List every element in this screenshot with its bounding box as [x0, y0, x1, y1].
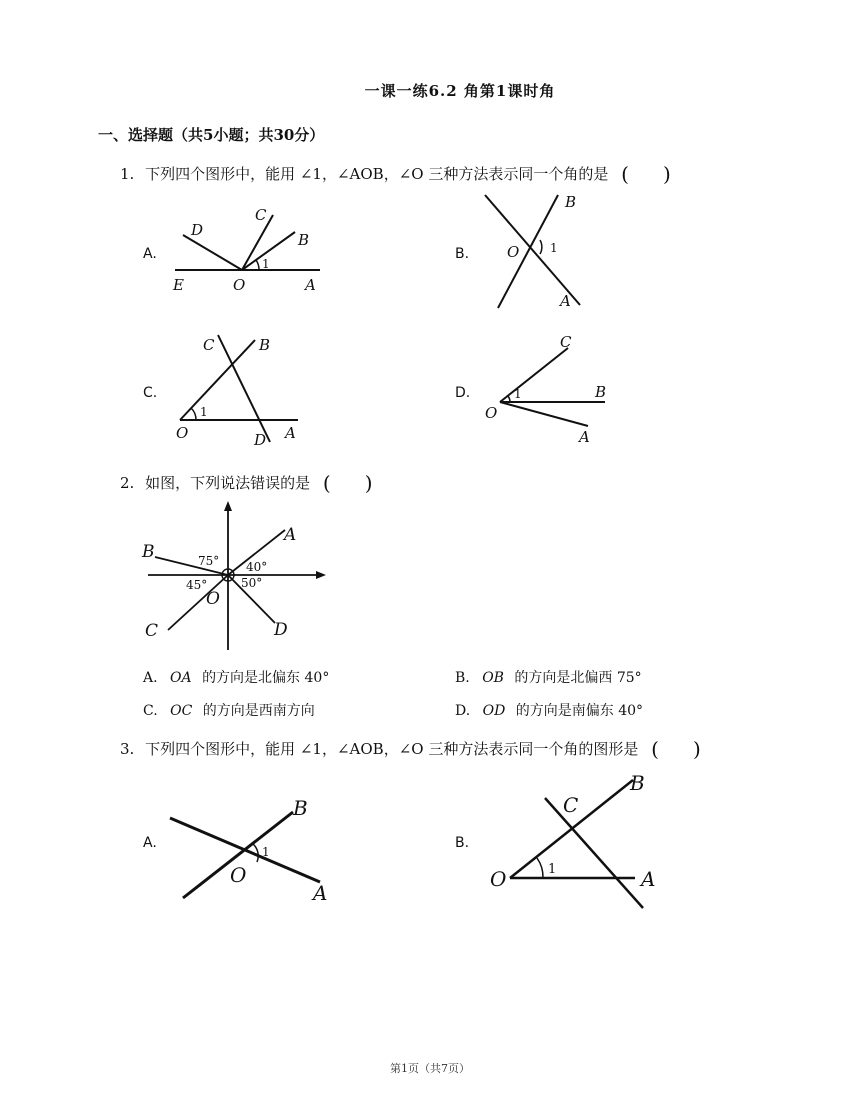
- point-label: B: [298, 231, 310, 249]
- q1-figure-c: [170, 330, 310, 450]
- point-label: A: [313, 881, 328, 905]
- answer-paren-close: ): [364, 471, 373, 495]
- angle-label: 1: [262, 845, 270, 859]
- answer-paren-open: (: [621, 162, 629, 186]
- angle-value: 75°: [198, 554, 220, 568]
- option-label: D.: [455, 703, 471, 719]
- option-text: 的方向是西南方向: [202, 703, 315, 719]
- point-label: C: [145, 621, 159, 641]
- option-label: C.: [143, 703, 158, 719]
- q2-option-c[interactable]: [143, 700, 315, 720]
- answer-paren-open: (: [322, 471, 331, 495]
- angle-value: 40°: [246, 560, 268, 574]
- angle-label: 1: [514, 387, 522, 401]
- point-label: A: [579, 428, 590, 446]
- point-label: O: [507, 243, 520, 261]
- point-label: C: [563, 793, 579, 817]
- question-number: 1.: [120, 165, 135, 183]
- q1-option-d-label[interactable]: D.: [455, 385, 471, 401]
- point-label: O: [485, 404, 498, 422]
- point-label: B: [630, 771, 645, 795]
- option-math: OA: [170, 670, 192, 686]
- point-label: C: [203, 336, 215, 354]
- page-title: 一课一练6.2 角第1课时角: [364, 82, 556, 100]
- q1-figure-d: [480, 330, 610, 450]
- option-math: OD: [482, 703, 506, 719]
- q1-option-b-label[interactable]: B.: [455, 246, 470, 262]
- q1-option-c-label[interactable]: C.: [143, 385, 158, 401]
- point-label: A: [560, 292, 571, 310]
- point-label: O: [176, 424, 189, 442]
- angle-label: 1: [548, 862, 557, 877]
- answer-paren-close: ): [692, 737, 701, 761]
- q1-figure-a: [165, 200, 335, 295]
- question-2: [120, 469, 373, 493]
- point-label: B: [259, 336, 271, 354]
- answer-paren-open: (: [651, 737, 659, 761]
- answer-paren-close: ): [662, 162, 671, 186]
- option-math: OB: [482, 670, 504, 686]
- option-text: 的方向是南偏东 40°: [515, 703, 644, 719]
- angle-value: 45°: [186, 578, 208, 592]
- question-text: 如图，下列说法错误的是: [145, 474, 311, 492]
- point-label: B: [293, 796, 308, 820]
- option-text: 的方向是北偏西 75°: [514, 670, 642, 686]
- angle-label: 1: [262, 257, 270, 271]
- question-number: 2.: [120, 474, 135, 492]
- section-heading: 一、选择题（共5小题；共30分）: [98, 126, 325, 144]
- point-label: A: [305, 276, 316, 294]
- q2-compass-figure: [140, 495, 340, 655]
- point-label: C: [255, 206, 267, 224]
- option-label: A.: [143, 670, 158, 686]
- point-label: A: [641, 867, 656, 891]
- point-label: O: [230, 863, 247, 887]
- point-label: C: [560, 333, 572, 351]
- point-label: B: [595, 383, 607, 401]
- point-label: O: [206, 589, 220, 609]
- q2-option-b[interactable]: [455, 667, 642, 687]
- point-label: D: [191, 221, 204, 239]
- q3-figure-b: [485, 768, 675, 913]
- q2-option-d[interactable]: [455, 700, 643, 720]
- option-text: 的方向是北偏东 40°: [202, 670, 330, 686]
- angle-label: 1: [550, 241, 558, 255]
- question-1: [120, 160, 671, 184]
- question-3: [120, 735, 701, 759]
- question-number: 3.: [120, 740, 135, 758]
- option-math: OC: [170, 703, 193, 719]
- q1-figure-b: [480, 190, 590, 315]
- q2-option-a[interactable]: [143, 667, 329, 687]
- page-footer: 第1页（共7页）: [390, 1062, 470, 1075]
- q3-option-b-label[interactable]: B.: [455, 835, 470, 851]
- point-label: O: [233, 276, 246, 294]
- angle-value: 50°: [241, 576, 263, 590]
- q3-option-a-label[interactable]: A.: [143, 835, 157, 851]
- q3-figure-a: [165, 790, 345, 910]
- question-text: 下列四个图形中，能用 ∠1，∠AOB，∠O 三种方法表示同一个角的图形是: [145, 740, 639, 758]
- question-text: 下列四个图形中，能用 ∠1，∠AOB，∠O 三种方法表示同一个角的是: [145, 165, 609, 183]
- point-label: E: [173, 276, 184, 294]
- point-label: A: [284, 525, 297, 545]
- q1-option-a-label[interactable]: A.: [143, 246, 157, 262]
- point-label: D: [274, 620, 288, 640]
- point-label: B: [565, 193, 577, 211]
- point-label: A: [285, 424, 296, 442]
- point-label: B: [142, 542, 155, 562]
- point-label: D: [254, 431, 267, 449]
- angle-label: 1: [200, 405, 208, 419]
- option-label: B.: [455, 670, 470, 686]
- point-label: O: [490, 867, 507, 891]
